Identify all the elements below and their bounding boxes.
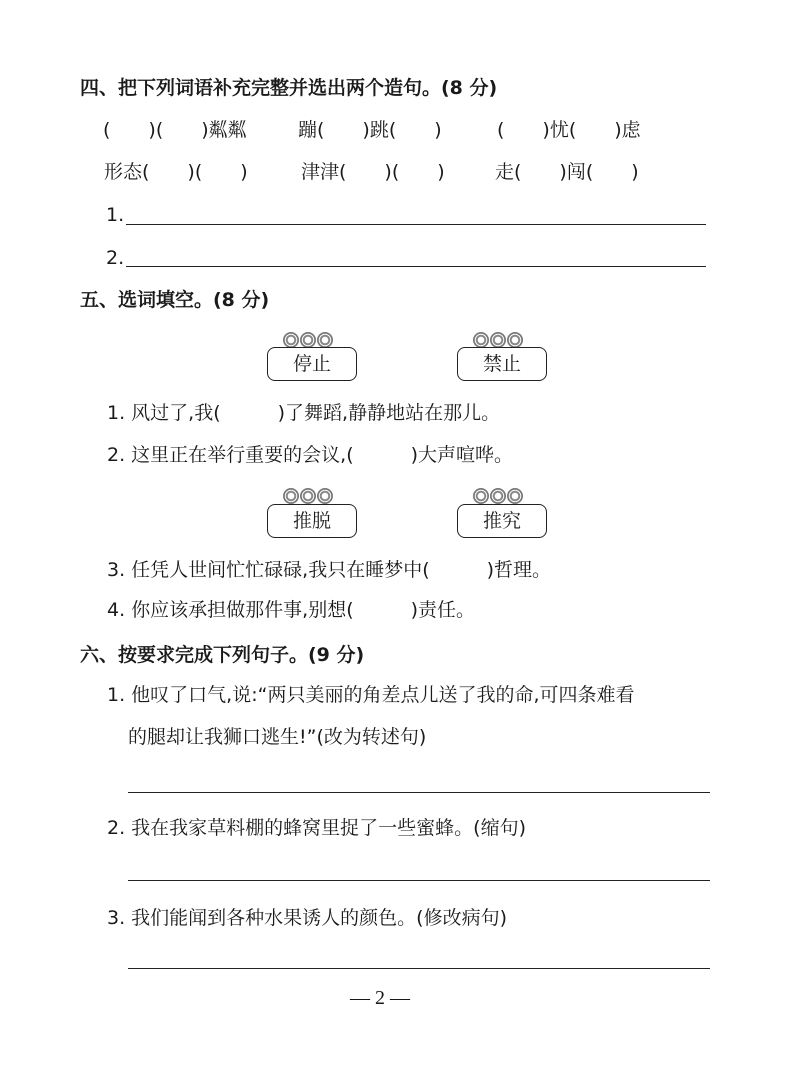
word-item: ( )( )粼粼: [103, 119, 247, 141]
flower-decoration-icon: [473, 332, 523, 348]
flower-decoration-icon: [473, 488, 523, 504]
word-box: 停止: [267, 347, 357, 381]
sentence: 2. 这里正在举行重要的会议,( )大声喧哗。: [107, 444, 514, 466]
word-box: 推究: [457, 504, 547, 538]
answer-label: 1.: [106, 204, 125, 226]
word-item: ( )忧( )虑: [497, 119, 641, 141]
sentence: 4. 你应该承担做那件事,别想( )责任。: [107, 599, 476, 621]
answer-line[interactable]: [128, 880, 710, 881]
word-item: 津津( )( ): [301, 161, 445, 183]
flower-decoration-icon: [283, 332, 333, 348]
sentence: 1. 风过了,我( )了舞蹈,静静地站在那儿。: [107, 402, 501, 424]
page-number: — 2 —: [350, 987, 410, 1009]
answer-line[interactable]: [128, 792, 710, 793]
answer-label: 2.: [106, 247, 125, 269]
sentence: 3. 任凭人世间忙忙碌碌,我只在睡梦中( )哲理。: [107, 559, 552, 581]
answer-line[interactable]: [128, 968, 710, 969]
question: 3. 我们能闻到各种水果诱人的颜色。(修改病句): [107, 907, 507, 929]
word-box: 禁止: [457, 347, 547, 381]
flower-decoration-icon: [283, 488, 333, 504]
section-5-heading: 五、选词填空。(8 分): [80, 289, 270, 311]
word-item: 蹦( )跳( ): [298, 119, 442, 141]
section-6-heading: 六、按要求完成下列句子。(9 分): [80, 644, 365, 666]
question-continued: 的腿却让我狮口逃生!”(改为转述句): [128, 726, 427, 748]
section-4-heading: 四、把下列词语补充完整并选出两个造句。(8 分): [80, 77, 498, 99]
answer-line[interactable]: [126, 266, 706, 267]
word-item: 走( )闯( ): [495, 161, 639, 183]
answer-line[interactable]: [126, 224, 706, 225]
word-box: 推脱: [267, 504, 357, 538]
question: 1. 他叹了口气,说:“两只美丽的角差点儿送了我的命,可四条难看: [107, 684, 635, 706]
word-item: 形态( )( ): [104, 161, 248, 183]
question: 2. 我在我家草料棚的蜂窝里捉了一些蜜蜂。(缩句): [107, 817, 526, 839]
